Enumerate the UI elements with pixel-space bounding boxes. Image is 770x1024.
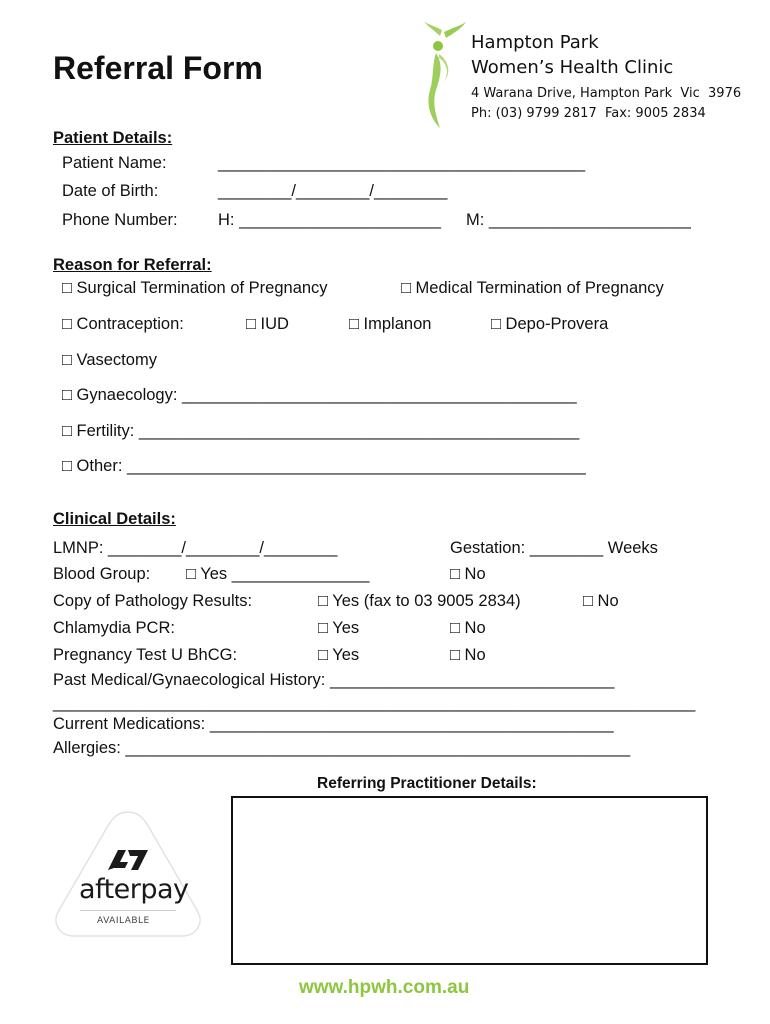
pregnancy-test-no-checkbox[interactable]: □ No — [450, 646, 486, 664]
patient-details-heading: Patient Details: — [53, 129, 173, 147]
afterpay-brand-text: afterpay — [79, 874, 189, 905]
blood-group-label: Blood Group: — [53, 565, 151, 583]
phone-mobile-field[interactable]: M: ______________________ — [466, 211, 691, 229]
depo-provera-checkbox[interactable]: □ Depo-Provera — [491, 315, 609, 333]
website-url[interactable]: www.hpwh.com.au — [299, 977, 470, 998]
clinic-name-line2: Women’s Health Clinic — [471, 57, 674, 78]
gynaecology-checkbox[interactable]: □ Gynaecology: ___________________________________________ — [62, 386, 577, 404]
fertility-checkbox[interactable]: □ Fertility: ________________________________________________ — [62, 422, 580, 440]
patient-name-field[interactable]: ________________________________________ — [218, 154, 586, 172]
referring-practitioner-box[interactable] — [231, 796, 708, 965]
reason-for-referral-heading: Reason for Referral: — [53, 256, 212, 274]
allergies-field[interactable]: Allergies: _______________________________________________________ — [53, 739, 631, 757]
dob-field[interactable]: ________/________/________ — [218, 182, 448, 200]
clinic-phone-fax: Ph: (03) 9799 2817 Fax: 9005 2834 — [471, 106, 706, 121]
medical-history-field[interactable]: Past Medical/Gynaecological History: _______________________________ — [53, 671, 615, 689]
pathology-results-label: Copy of Pathology Results: — [53, 592, 253, 610]
clinic-address: 4 Warana Drive, Hampton Park Vic 3976 — [471, 86, 742, 101]
medical-history-field-line2[interactable]: ______________________________________________________________________ — [53, 694, 696, 712]
afterpay-divider — [80, 910, 176, 911]
blood-group-yes-checkbox[interactable]: □ Yes _______________ — [186, 565, 370, 583]
lmnp-field[interactable]: LMNP: ________/________/________ — [53, 539, 338, 557]
afterpay-available-text: AVAILABLE — [97, 916, 150, 926]
phone-label: Phone Number: — [62, 211, 178, 229]
chlamydia-yes-checkbox[interactable]: □ Yes — [318, 619, 360, 637]
dob-label: Date of Birth: — [62, 182, 159, 200]
pathology-no-checkbox[interactable]: □ No — [583, 592, 619, 610]
implanon-checkbox[interactable]: □ Implanon — [349, 315, 432, 333]
phone-home-field[interactable]: H: ______________________ — [218, 211, 441, 229]
other-checkbox[interactable]: □ Other: __________________________________________________ — [62, 457, 586, 475]
vasectomy-checkbox[interactable]: □ Vasectomy — [62, 351, 157, 369]
pregnancy-test-label: Pregnancy Test U BhCG: — [53, 646, 238, 664]
chlamydia-pcr-label: Chlamydia PCR: — [53, 619, 175, 637]
clinic-logo-figure-icon — [414, 20, 470, 130]
pathology-yes-checkbox[interactable]: □ Yes (fax to 03 9005 2834) — [318, 592, 521, 610]
afterpay-badge — [52, 808, 204, 940]
pregnancy-test-yes-checkbox[interactable]: □ Yes — [318, 646, 360, 664]
chlamydia-no-checkbox[interactable]: □ No — [450, 619, 486, 637]
gestation-field[interactable]: Gestation: ________ Weeks — [450, 539, 658, 557]
current-medications-field[interactable]: Current Medications: ____________________________________________ — [53, 715, 614, 733]
contraception-checkbox[interactable]: □ Contraception: — [62, 315, 184, 333]
patient-name-label: Patient Name: — [62, 154, 167, 172]
referring-practitioner-heading: Referring Practitioner Details: — [317, 775, 537, 792]
clinical-details-heading: Clinical Details: — [53, 510, 176, 528]
clinic-name-line1: Hampton Park — [471, 32, 599, 53]
surgical-termination-checkbox[interactable]: □ Surgical Termination of Pregnancy — [62, 279, 328, 297]
afterpay-logo-icon — [106, 846, 150, 872]
blood-group-no-checkbox[interactable]: □ No — [450, 565, 486, 583]
medical-termination-checkbox[interactable]: □ Medical Termination of Pregnancy — [401, 279, 664, 297]
iud-checkbox[interactable]: □ IUD — [246, 315, 289, 333]
form-title: Referral Form — [53, 50, 263, 86]
